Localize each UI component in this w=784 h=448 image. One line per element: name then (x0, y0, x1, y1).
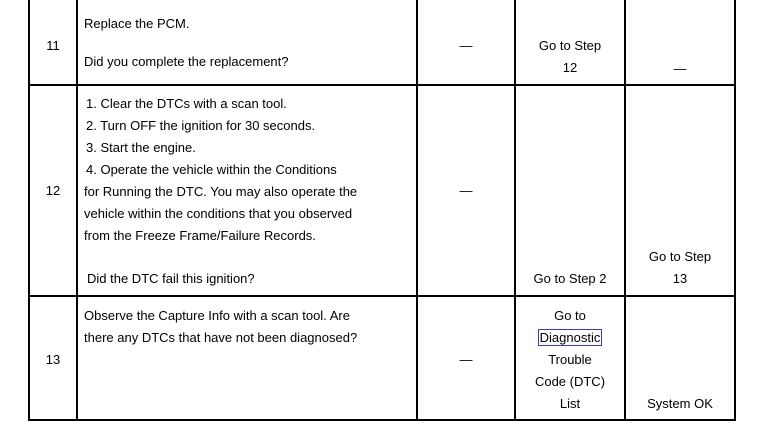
value-cell (418, 297, 516, 419)
yes-cell (516, 86, 626, 295)
no-cell (626, 0, 736, 84)
table-row (28, 86, 736, 297)
value-cell (418, 86, 516, 295)
no-cell (626, 86, 736, 295)
value-text: — (459, 38, 473, 53)
action-cell (78, 0, 418, 84)
list-item: 4. Operate the vehicle within the Conditions (86, 162, 337, 177)
yes-step-number[interactable]: 12 (562, 60, 578, 75)
value-text: — (459, 183, 473, 198)
yes-text: List (559, 396, 581, 411)
dtc-list-link[interactable] (516, 330, 624, 346)
yes-cell (516, 297, 626, 419)
question-text: there any DTCs that have not been diagnosed? (84, 330, 358, 345)
step-number: 11 (46, 38, 60, 53)
list-item: for Running the DTC. You may also operate the (84, 184, 358, 199)
value-text: — (459, 352, 473, 367)
yes-text[interactable]: Go to Step (538, 38, 602, 53)
question-text: Did the DTC fail this ignition? (87, 271, 255, 286)
table-row (28, 0, 736, 86)
question-text: Did you complete the replacement? (84, 54, 289, 69)
no-text: System OK (647, 396, 713, 411)
step-number: 12 (45, 183, 61, 198)
list-item: vehicle within the conditions that you observed (84, 206, 353, 221)
list-item: 2. Turn OFF the ignition for 30 seconds. (86, 118, 316, 133)
diagnostic-table (28, 0, 736, 421)
step-cell (28, 297, 78, 419)
yes-text: Code (DTC) (534, 374, 606, 389)
list-item: 1. Clear the DTCs with a scan tool. (86, 96, 287, 111)
action-cell (78, 86, 418, 295)
action-text: Replace the PCM. (84, 16, 190, 31)
value-cell (418, 0, 516, 84)
step-cell (28, 0, 78, 84)
step-number: 13 (45, 352, 61, 367)
action-text: Observe the Capture Info with a scan tool. Are (84, 308, 350, 323)
yes-text: Go to (554, 308, 586, 323)
step-cell (28, 86, 78, 295)
yes-text[interactable]: Go to Step 2 (533, 271, 607, 286)
list-item: from the Freeze Frame/Failure Records. (84, 228, 316, 243)
no-cell (626, 297, 736, 419)
dtc-list-link-text[interactable]: Diagnostic (539, 330, 601, 345)
list-item: 3. Start the engine. (86, 140, 196, 155)
yes-cell (516, 0, 626, 84)
table-row (28, 297, 736, 421)
no-text: — (673, 61, 687, 76)
no-text[interactable]: Go to Step (648, 249, 712, 264)
action-cell (78, 297, 418, 419)
yes-text: Trouble (548, 352, 592, 367)
no-step-number[interactable]: 13 (672, 271, 688, 286)
